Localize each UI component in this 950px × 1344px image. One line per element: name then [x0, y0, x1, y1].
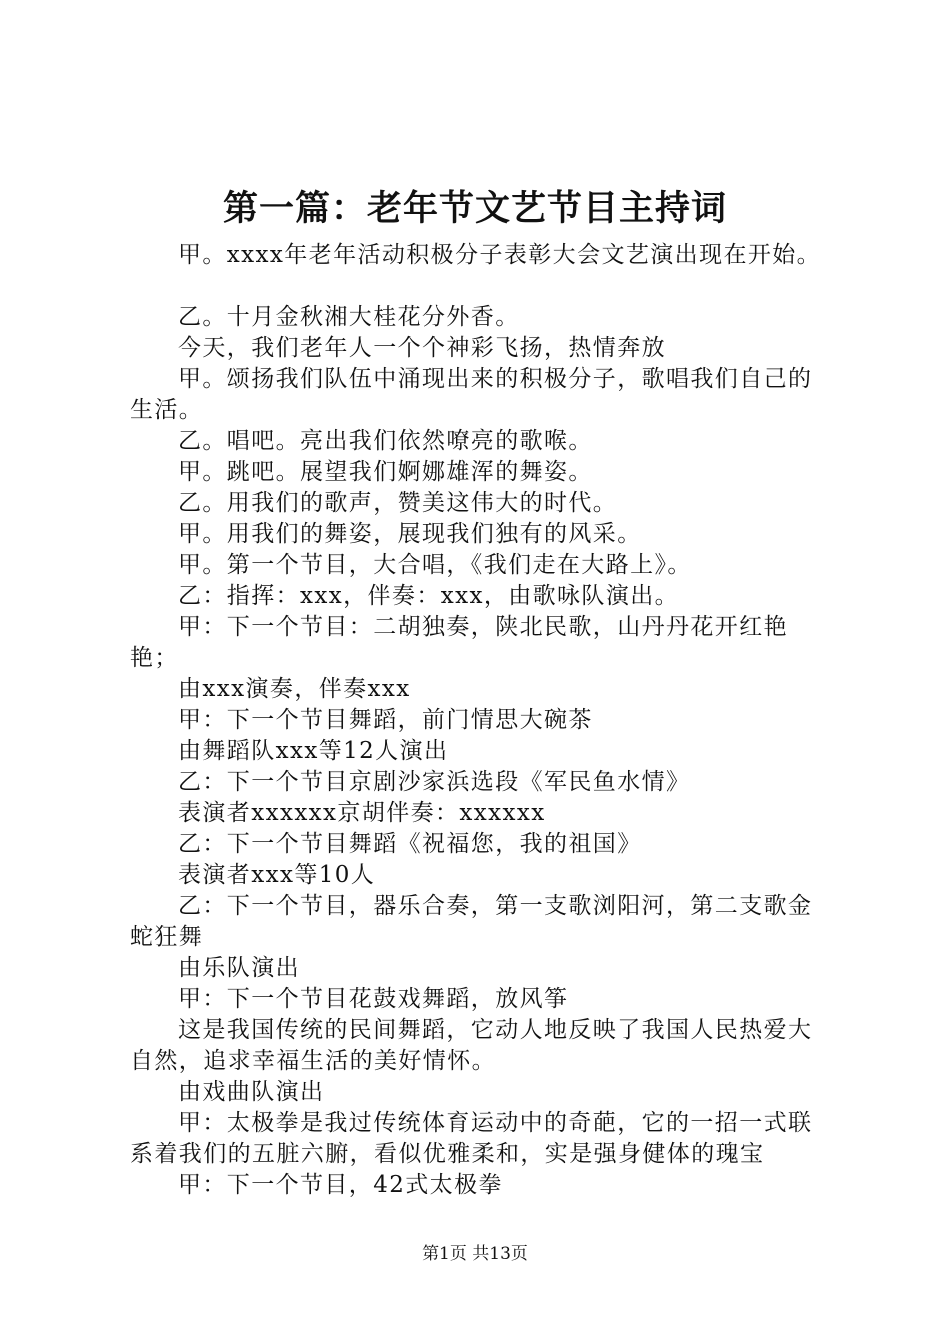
paragraph: 表演者xxx等10人	[178, 862, 376, 888]
paragraph: 乙：指挥：xxx，伴奏：xxx，由歌咏队演出。	[178, 583, 680, 609]
paragraph: 甲：下一个节目舞蹈，前门情思大碗茶	[178, 707, 593, 733]
page-number-footer: 第1页 共13页	[422, 1244, 528, 1264]
paragraph: 由乐队演出	[178, 955, 300, 981]
paragraph: 甲：下一个节目：二胡独奏，陕北民歌，山丹丹花开红艳艳；	[130, 614, 788, 671]
paragraph: 乙。用我们的歌声，赞美这伟大的时代。	[178, 490, 618, 516]
paragraph: 由xxx演奏，伴奏xxx	[178, 676, 411, 702]
paragraph: 乙：下一个节目舞蹈《祝福您，我的祖国》	[178, 831, 642, 857]
paragraph: 由戏曲队演出	[178, 1079, 325, 1105]
paragraph: 甲：太极拳是我过传统体育运动中的奇葩，它的一招一式联系着我们的五脏六腑，看似优雅柔和，实是强身健体的瑰宝	[130, 1110, 813, 1167]
paragraph: 甲：下一个节目花鼓戏舞蹈，放风筝	[178, 986, 569, 1012]
paragraph: 表演者xxxxxx京胡伴奏：xxxxxx	[178, 800, 546, 826]
paragraph: 今天，我们老年人一个个神彩飞扬，热情奔放	[178, 335, 666, 361]
document-body	[130, 240, 836, 1201]
paragraph: 乙：下一个节目京剧沙家浜选段《军民鱼水情》	[178, 769, 691, 795]
paragraph: 甲。用我们的舞姿，展现我们独有的风采。	[178, 521, 642, 547]
paragraph: 乙。十月金秋湘大桂花分外香。	[178, 304, 520, 330]
paragraph: 甲。第一个节目，大合唱，《我们走在大路上》。	[178, 552, 692, 578]
paragraph: 这是我国传统的民间舞蹈，它动人地反映了我国人民热爱大自然，追求幸福生活的美好情怀。	[130, 1017, 813, 1074]
paragraph: 乙：下一个节目，器乐合奏，第一支歌浏阳河，第二支歌金蛇狂舞	[130, 893, 813, 950]
paragraph: 甲。跳吧。展望我们婀娜雄浑的舞姿。	[178, 459, 593, 485]
paragraph: 甲：下一个节目，42式太极拳	[178, 1172, 503, 1198]
paragraph: 甲。颂扬我们队伍中涌现出来的积极分子，歌唱我们自己的生活。	[130, 366, 813, 423]
document-title: 第一篇：老年节文艺节目主持词	[222, 188, 727, 229]
paragraph-opening: 甲。xxxx年老年活动积极分子表彰大会文艺演出现在开始。	[178, 242, 822, 268]
paragraph: 乙。唱吧。亮出我们依然嘹亮的歌喉。	[178, 428, 593, 454]
paragraph: 由舞蹈队xxx等12人演出	[178, 738, 449, 764]
